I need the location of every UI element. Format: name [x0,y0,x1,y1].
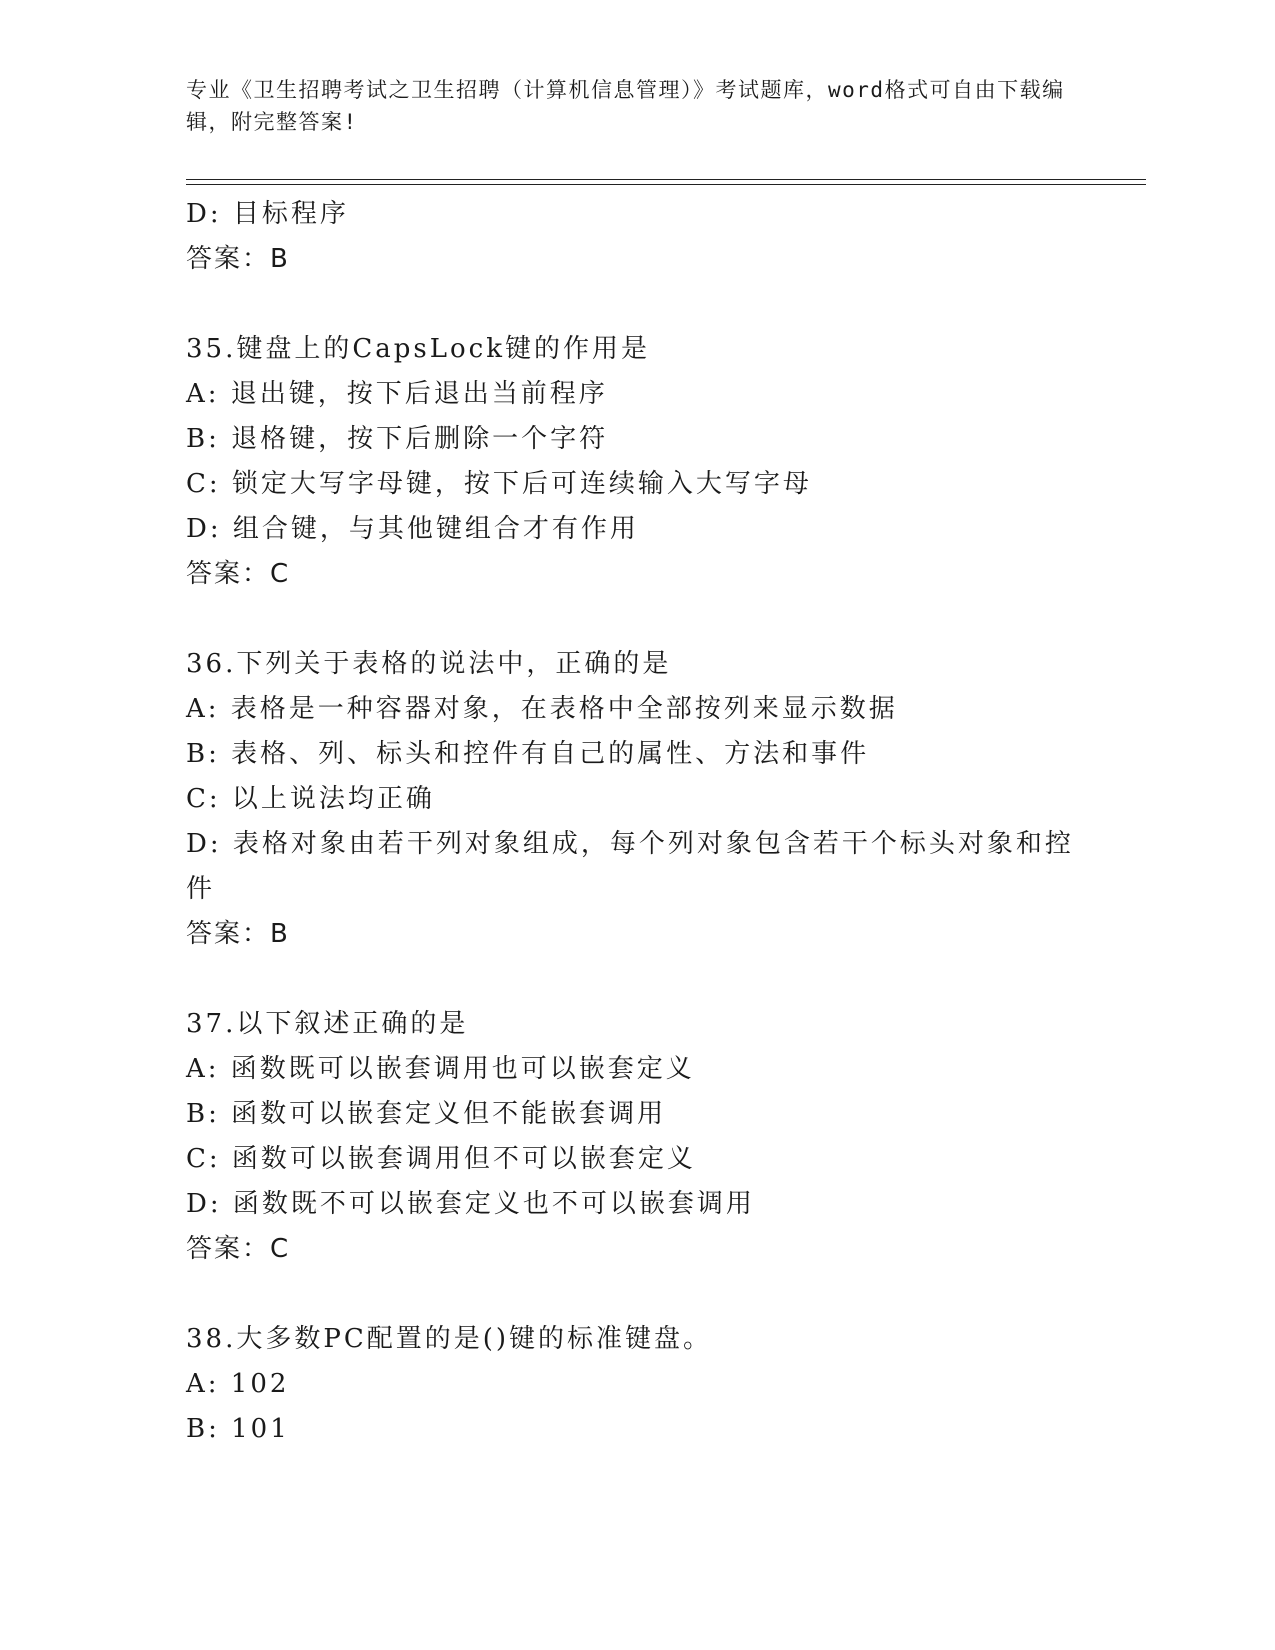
answer-line: 答案：C [186,559,291,589]
option-c: C: 函数可以嵌套调用但不可以嵌套定义 [186,1144,696,1174]
question-stem: 36.下列关于表格的说法中，正确的是 [186,649,672,679]
option-a: A: 表格是一种容器对象，在表格中全部按列来显示数据 [186,694,898,724]
header-divider-bottom [186,184,1146,185]
header-divider-top [186,179,1146,180]
option-d: D: 目标程序 [186,199,349,229]
option-c: C: 以上说法均正确 [186,784,435,814]
option-d: D: 表格对象由若干列对象组成，每个列对象包含若干个标头对象和控件 [186,829,1074,904]
spacer [186,957,1086,1002]
answer-line: 答案：B [186,244,290,274]
question-stem: 37.以下叙述正确的是 [186,1009,469,1039]
option-a: A: 102 [186,1369,290,1399]
option-b: B: 表格、列、标头和控件有自己的属性、方法和事件 [186,739,870,769]
question-list [186,192,1086,1452]
question-stem: 38.大多数PC配置的是()键的标准键盘。 [186,1324,713,1354]
option-b: B: 101 [186,1414,290,1444]
spacer [186,1272,1086,1317]
option-d: D: 函数既不可以嵌套定义也不可以嵌套调用 [186,1189,755,1219]
spacer [186,282,1086,327]
option-d: D: 组合键，与其他键组合才有作用 [186,514,639,544]
option-b: B: 退格键，按下后删除一个字符 [186,424,609,454]
answer-line: 答案：B [186,919,290,949]
option-a: A: 退出键，按下后退出当前程序 [186,379,608,409]
answer-line: 答案：C [186,1234,291,1264]
question-stem: 35.键盘上的CapsLock键的作用是 [186,334,650,364]
option-a: A: 函数既可以嵌套调用也可以嵌套定义 [186,1054,695,1084]
option-b: B: 函数可以嵌套定义但不能嵌套调用 [186,1099,667,1129]
option-c: C: 锁定大写字母键，按下后可连续输入大写字母 [186,469,812,499]
document-intro: 专业《卫生招聘考试之卫生招聘（计算机信息管理）》考试题库，word格式可自由下载编辑，附完整答案! [186,78,1065,134]
spacer [186,597,1086,642]
